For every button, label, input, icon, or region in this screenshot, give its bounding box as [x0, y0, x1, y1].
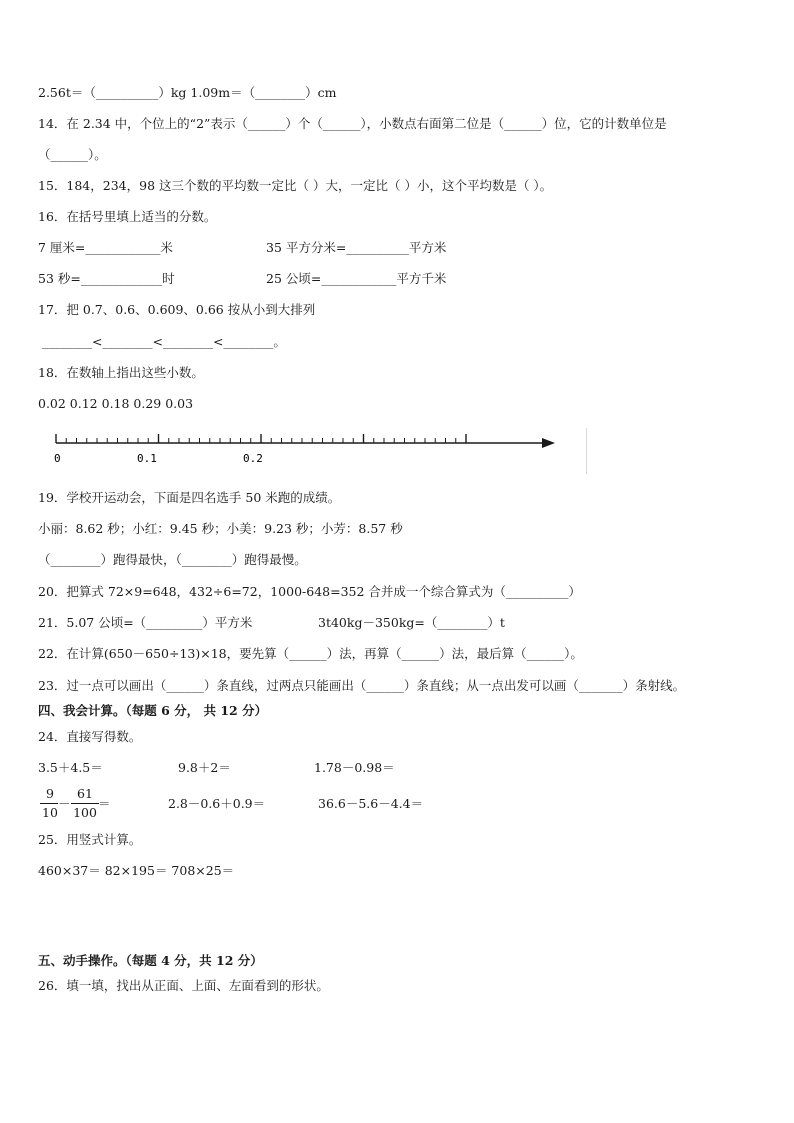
- fraction-denominator: 10: [42, 805, 58, 820]
- q24-r1b: 9.8＋2＝: [178, 760, 231, 775]
- q14-line1: 14．在 2.34 中，个位上的“2”表示（______）个（______），小数点右面第二位是（______）位，它的计数单位是: [38, 116, 667, 131]
- q22: 22．在计算(650－650÷13)×18，要先算（______）法，再算（______）法，最后算（______）。: [38, 646, 583, 661]
- q24-r2b: 2.8－0.6＋0.9＝: [168, 796, 266, 811]
- q18-values: 0.02 0.12 0.18 0.29 0.03: [38, 396, 194, 411]
- q19-ask: （________）跑得最快，（________）跑得最慢。: [38, 552, 307, 567]
- q20: 20．把算式 72×9=648，432÷6=72，1000-648=352 合并成一个综合算式为（__________）: [38, 584, 581, 599]
- q16-title: 16．在括号里填上适当的分数。: [38, 209, 217, 224]
- q21-b: 3t40kg－350kg=（________）t: [318, 615, 505, 630]
- q23: 23．过一点可以画出（______）条直线，过两点只能画出（______）条直线；从一点出发可以画（_______）条射线。: [38, 678, 686, 693]
- section-5-heading: 五、动手操作。（每题 4 分，共 12 分）: [38, 953, 263, 968]
- q21-a: 21．5.07 公顷=（_________）平方米: [38, 615, 253, 630]
- q14-line2: （______）。: [38, 147, 107, 162]
- number-line-ticks: [56, 434, 466, 443]
- fraction-61-100: [70, 786, 100, 822]
- number-line-frame-edge: [586, 428, 587, 474]
- fraction-minus: －: [58, 796, 71, 811]
- axis-label-0-1: 0.1: [137, 452, 157, 465]
- fraction-equals: ＝: [98, 796, 111, 811]
- q26: 26．填一填，找出从正面、上面、左面看到的形状。: [38, 978, 329, 993]
- q17-title: 17．把 0.7、0.6、0.609、0.66 按从小到大排列: [38, 302, 316, 317]
- axis-label-0: 0: [54, 452, 61, 465]
- q17-blanks: ________<________<________<________。: [42, 334, 286, 349]
- q13-tail: 2.56t＝（__________）kg 1.09m＝（________）cm: [38, 85, 337, 100]
- section-4-heading: 四、我会计算。（每题 6 分， 共 12 分）: [38, 703, 268, 718]
- fraction-denominator: 100: [73, 805, 97, 820]
- q24-r1c: 1.78－0.98＝: [314, 760, 395, 775]
- q16-a: 7 厘米=____________米: [38, 240, 173, 255]
- q24-r1a: 3.5＋4.5＝: [38, 760, 103, 775]
- fraction-bar: [71, 803, 99, 804]
- q15: 15．184，234，98 这三个数的平均数一定比（ ）大，一定比（ ）小，这个平均数是（ ）。: [38, 178, 553, 193]
- q25-title: 25．用竖式计算。: [38, 832, 142, 847]
- fraction-bar: [40, 803, 58, 804]
- q16-b: 35 平方分米=__________平方米: [266, 240, 447, 255]
- axis-label-0-2: 0.2: [243, 452, 263, 465]
- q18-title: 18．在数轴上指出这些小数。: [38, 365, 204, 380]
- q16-c: 53 秒=_____________时: [38, 271, 175, 286]
- q16-d: 25 公顷=____________平方千米: [266, 271, 447, 286]
- q19-title: 19．学校开运动会，下面是四名选手 50 米跑的成绩。: [38, 490, 341, 505]
- number-line-arrow-icon: [542, 438, 555, 448]
- q19-data: 小丽：8.62 秒；小红：9.45 秒；小美：9.23 秒；小芳：8.57 秒: [38, 521, 403, 536]
- q24-title: 24．直接写得数。: [38, 729, 142, 744]
- number-line: [40, 428, 560, 468]
- q25-items: 460×37＝ 82×195＝ 708×25＝: [38, 863, 235, 878]
- q24-r2c: 36.6－5.6－4.4＝: [318, 796, 424, 811]
- fraction-numerator: 61: [77, 786, 93, 801]
- fraction-numerator: 9: [46, 786, 54, 801]
